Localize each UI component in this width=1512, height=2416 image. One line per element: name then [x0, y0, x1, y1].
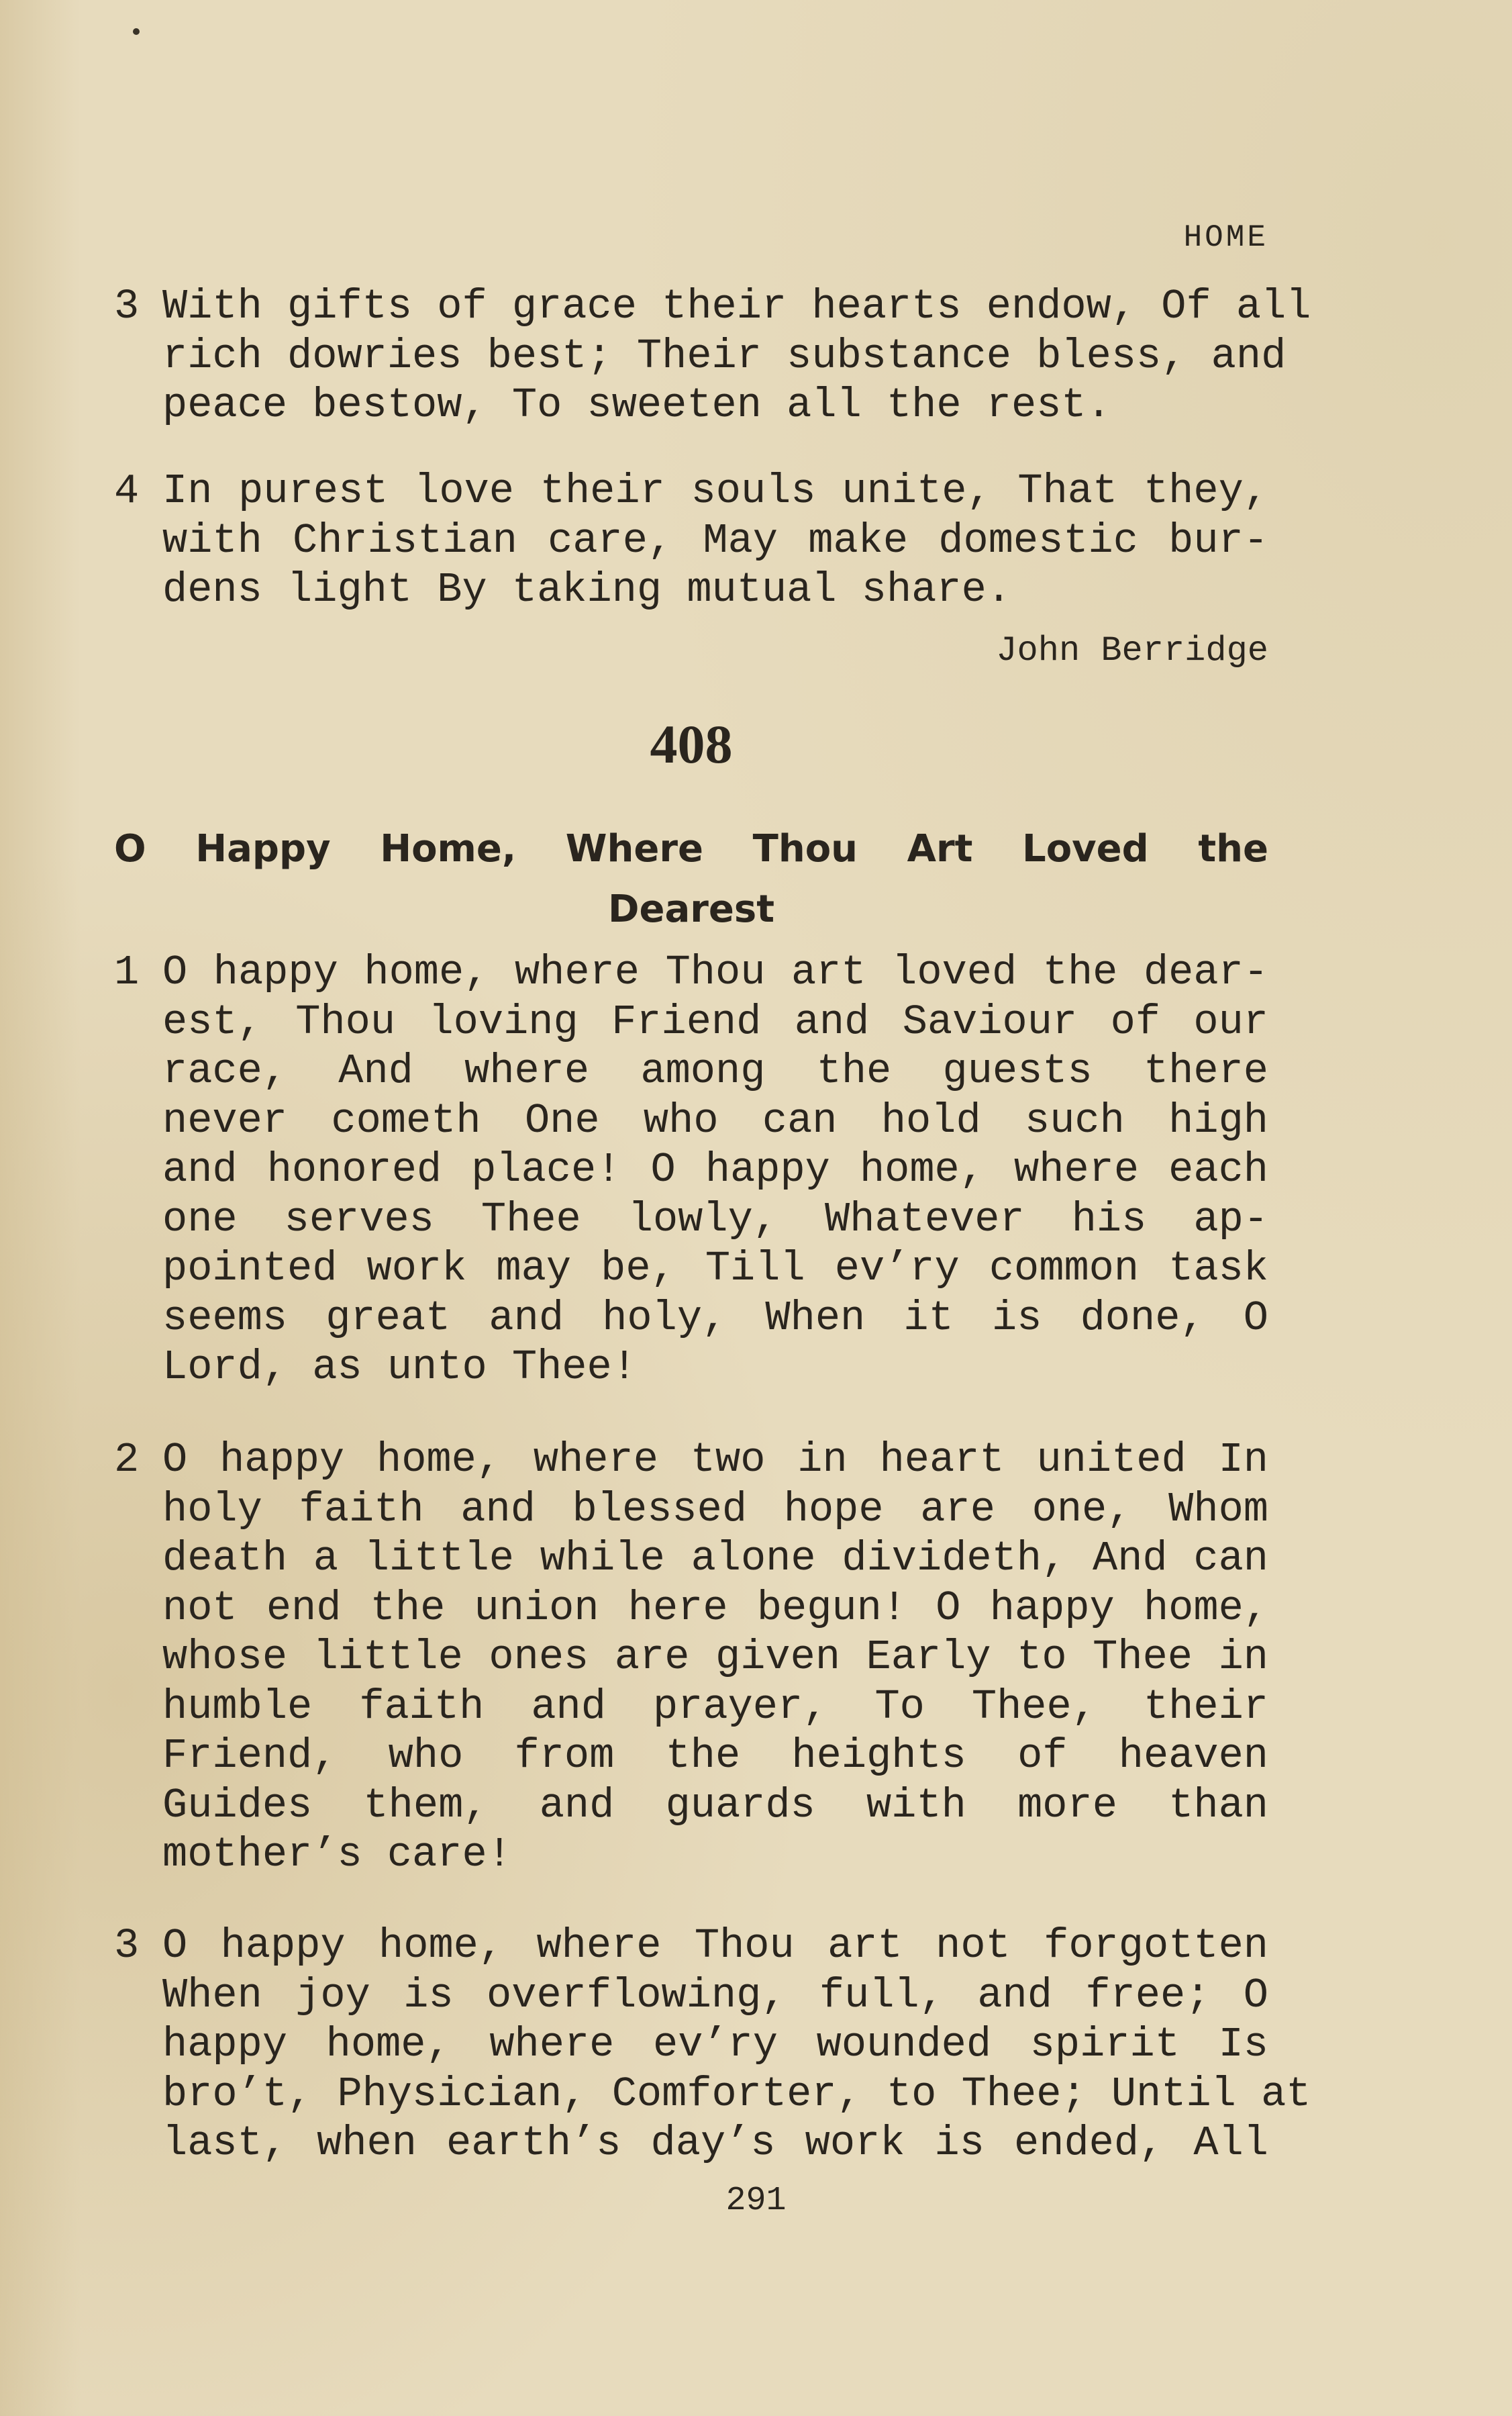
verse-line: O happy home, where Thou art not forgotten — [162, 1922, 1268, 1970]
verse-line: last, when earth’s day’s work is ended, All — [162, 2119, 1268, 2167]
continued-verse-3 — [114, 282, 1311, 430]
verse-line: O happy home, where Thou art loved the dear- — [162, 949, 1268, 996]
verse-line: death a little while alone divideth, And can — [162, 1535, 1268, 1582]
hymn-verse-3 — [114, 1921, 1311, 2168]
hymn-title-line: Dearest — [608, 887, 774, 931]
verse-number: 2 — [114, 1436, 140, 1484]
verse-number: 4 — [114, 467, 140, 515]
printer-dot — [133, 28, 140, 35]
verse-number: 3 — [114, 283, 140, 330]
verse-line: one serves Thee lowly, Whatever his ap- — [162, 1195, 1268, 1243]
verse-lines — [162, 282, 1311, 430]
hymn-verse-2 — [114, 1435, 1268, 1880]
verse-line: O happy home, where two in heart united In — [162, 1436, 1268, 1484]
verse-line: and honored place! O happy home, where each — [162, 1146, 1268, 1194]
hymn-verse-1 — [114, 948, 1268, 1392]
verse-line: dens light By taking mutual share. — [162, 566, 1012, 614]
verse-line: mother’s care! — [162, 1831, 512, 1878]
verse-line: whose little ones are given Early to Thee in — [162, 1633, 1268, 1681]
verse-number: 3 — [114, 1922, 140, 1970]
hymn-number: 408 — [650, 714, 733, 775]
page-number: 291 — [725, 2182, 787, 2220]
verse-line: bro’t, Physician, Comforter, to Thee; Until at — [162, 2070, 1311, 2118]
verse-number: 1 — [114, 949, 140, 996]
verse-line: pointed work may be, Till ev’ry common task — [162, 1245, 1268, 1292]
verse-line: With gifts of grace their hearts endow, Of all — [162, 283, 1311, 330]
verse-line: holy faith and blessed hope are one, Whom — [162, 1485, 1268, 1533]
verse-line: humble faith and prayer, To Thee, their — [162, 1682, 1268, 1731]
verse-line: In purest love their souls unite, That they, — [162, 467, 1268, 515]
continued-verse-4 — [114, 467, 1268, 615]
verse-lines — [162, 467, 1268, 615]
verse-line: with Christian care, May make domestic bur- — [162, 516, 1268, 565]
verse-line: Friend, who from the heights of heaven — [162, 1732, 1268, 1780]
verse-line: Guides them, and guards with more than — [162, 1781, 1268, 1829]
verse-line: not end the union here begun! O happy home, — [162, 1584, 1268, 1632]
verse-line: race, And where among the guests there — [162, 1047, 1268, 1095]
verse-line: est, Thou loving Friend and Saviour of our — [162, 998, 1268, 1046]
hymn-title-line: O Happy Home, Where Thou Art Loved the — [114, 827, 1268, 871]
verse-lines — [162, 1921, 1311, 2168]
verse-line: never cometh One who can hold such high — [162, 1096, 1268, 1145]
verse-line: Lord, as unto Thee! — [162, 1343, 637, 1391]
verse-line: rich dowries best; Their substance bless, and — [162, 332, 1287, 380]
verse-line: peace bestow, To sweeten all the rest. — [162, 381, 1111, 429]
verse-line: happy home, where ev’ry wounded spirit Is — [162, 2021, 1268, 2068]
verse-line: seems great and holy, When it is done, O — [162, 1294, 1268, 1342]
author-attribution: John Berridge — [996, 631, 1268, 671]
verse-lines — [162, 1435, 1268, 1880]
running-head: HOME — [1183, 220, 1268, 255]
verse-lines — [162, 948, 1268, 1392]
hymn-title — [114, 819, 1268, 940]
verse-line: When joy is overflowing, full, and free; O — [162, 1971, 1268, 2019]
